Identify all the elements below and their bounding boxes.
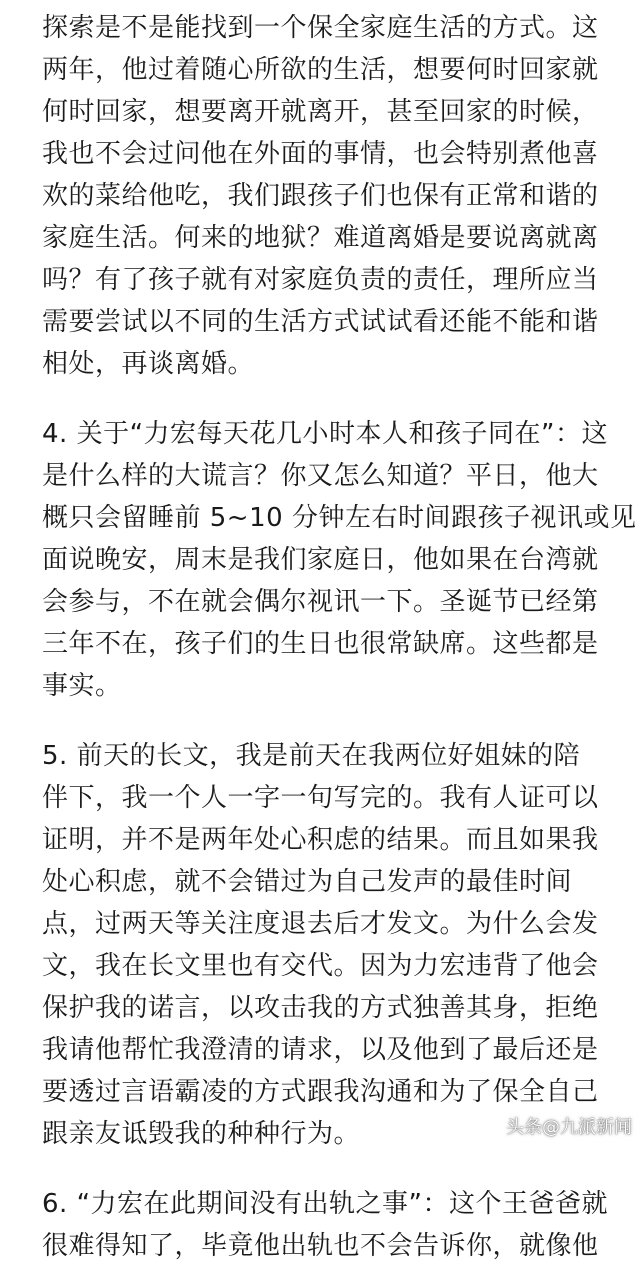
text-line: 三年不在，孩子们的生日也很常缺席。这些都是 [42, 629, 599, 659]
text-line: 何时回家，想要离开就离开，甚至回家的时候， [42, 97, 599, 127]
text-line: 两年，他过着随心所欲的生活，想要何时回家就 [42, 55, 599, 85]
watermark: 头条@九派新闻 [506, 1117, 632, 1138]
text-line: 伴下，我一个人一字一句写完的。我有人证可以 [42, 783, 599, 813]
text-line: 概只会留睡前 5~10 分钟左右时间跟孩子视讯或见 [42, 503, 637, 533]
text-line: 我请他帮忙我澄清的请求，以及他到了最后还是 [42, 1035, 599, 1065]
text-line: 探索是不是能找到一个保全家庭生活的方式。这 [42, 13, 599, 43]
text-line: 6. “力宏在此期间没有出轨之事”：这个王爸爸就 [42, 1189, 609, 1219]
text-line: 面说晚安，周末是我们家庭日，他如果在台湾就 [42, 545, 599, 575]
text-line: 点，过两天等关注度退去后才发文。为什么会发 [42, 909, 599, 939]
text-line: 要透过言语霸凌的方式跟我沟通和为了保全自己 [42, 1077, 599, 1107]
text-line: 处心积虑，就不会错过为自己发声的最佳时间 [42, 867, 573, 897]
text-line: 家庭生活。何来的地狱？难道离婚是要说离就离 [42, 223, 599, 253]
text-line: 很难得知了，毕竟他出轨也不会告诉你，就像他 [42, 1231, 599, 1261]
text-line: 相处，再谈离婚。 [42, 349, 255, 379]
text-line: 欢的菜给他吃，我们跟孩子们也保有正常和谐的 [42, 181, 599, 211]
text-line: 会参与，不在就会偶尔视讯一下。圣诞节已经第 [42, 587, 599, 617]
text-line: 跟亲友诋毁我的种种行为。 [42, 1119, 361, 1149]
text-line: 文，我在长文里也有交代。因为力宏违背了他会 [42, 951, 599, 981]
text-line: 是什么样的大谎言？你又怎么知道？平日，他大 [42, 461, 599, 491]
text-line: 需要尝试以不同的生活方式试试看还能不能和谐 [42, 307, 599, 337]
text-line: 事实。 [42, 671, 122, 701]
text-line: 4. 关于“力宏每天花几小时本人和孩子同在”：这 [42, 419, 609, 449]
text-line: 保护我的诺言，以攻击我的方式独善其身，拒绝 [42, 993, 599, 1023]
text-line: 证明，并不是两年处心积虑的结果。而且如果我 [42, 825, 599, 855]
text-line: 5. 前天的长文，我是前天在我两位好姐妹的陪 [42, 741, 581, 771]
text-line: 我也不会过问他在外面的事情，也会特别煮他喜 [42, 139, 599, 169]
text-line: 吗？有了孩子就有对家庭负责的责任，理所应当 [42, 265, 599, 295]
